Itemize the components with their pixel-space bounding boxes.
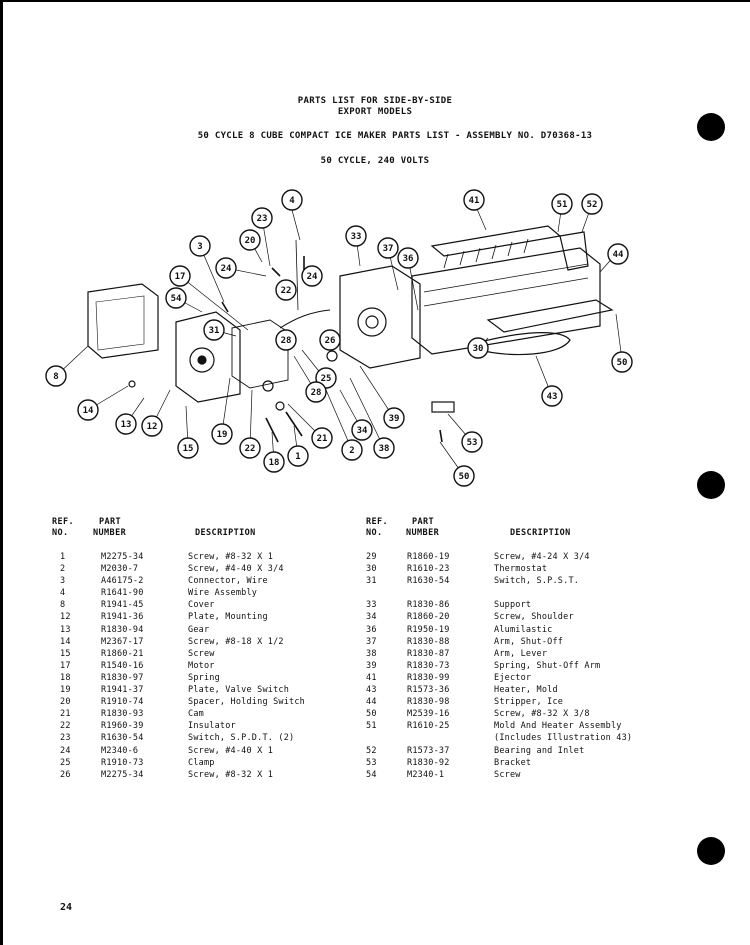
callout	[384, 408, 404, 428]
callout	[320, 330, 340, 350]
parts-table-row	[60, 769, 360, 781]
parts-table-row	[60, 757, 360, 769]
callout	[216, 258, 236, 278]
callout	[178, 438, 198, 458]
part-number: R1610-25	[407, 721, 450, 732]
ref-no: 34	[366, 612, 377, 623]
ref-no: 50	[366, 709, 377, 720]
svg-text:14: 14	[82, 406, 94, 416]
ref-no: 1	[60, 552, 66, 562]
part-number: R1860-19	[407, 552, 450, 562]
part-number: R1830-88	[407, 636, 450, 647]
parts-table-row	[366, 720, 686, 732]
ref-no-header-right: REF. NO.	[366, 517, 389, 538]
svg-text:51: 51	[556, 200, 568, 210]
part-number: R1630-54	[407, 576, 450, 587]
parts-table-row	[60, 551, 360, 563]
callout	[282, 190, 302, 210]
part-description: Arm, Shut-Off	[494, 636, 564, 647]
parts-table-row	[366, 660, 686, 672]
parts-table-row	[366, 636, 686, 648]
callout	[240, 438, 260, 458]
ref-no: 41	[366, 672, 377, 683]
callout	[116, 414, 136, 434]
part-number: R1860-21	[101, 648, 144, 659]
svg-text:24: 24	[220, 264, 232, 274]
part-description: Cover	[188, 600, 215, 611]
callout	[190, 236, 210, 256]
parts-table-row	[366, 708, 686, 720]
ref-no: 23	[60, 733, 71, 744]
callout	[46, 366, 66, 386]
parts-table-row	[60, 599, 360, 611]
svg-text:17: 17	[174, 272, 186, 282]
ref-no: 8	[60, 600, 66, 611]
ref-no: 33	[366, 600, 377, 611]
svg-text:44: 44	[612, 250, 624, 260]
ref-no: 39	[366, 660, 377, 671]
part-number: R1910-73	[101, 757, 144, 768]
parts-table-row	[60, 624, 360, 636]
scan-border-left	[0, 0, 3, 945]
parts-table-left	[60, 551, 360, 781]
ref-no: 29	[366, 552, 377, 562]
callout	[78, 400, 98, 420]
part-description: Support	[494, 600, 532, 611]
svg-text:28: 28	[280, 336, 292, 346]
part-number: R1941-36	[101, 612, 144, 623]
part-description: Screw, Shoulder	[494, 612, 574, 623]
ref-no: 17	[60, 660, 71, 671]
callout	[276, 280, 296, 300]
part-number-header: PART NUMBER	[93, 517, 127, 538]
page-title: PARTS LIST FOR SIDE-BY-SIDE	[297, 96, 453, 106]
svg-text:53: 53	[466, 438, 478, 448]
part-description: Screw, #4-24 X 3/4	[494, 552, 590, 562]
callout	[252, 208, 272, 228]
part-description: Gear	[188, 624, 210, 635]
ref-no: 54	[366, 769, 377, 780]
part-number: M2275-34	[101, 769, 144, 780]
parts-table-row	[366, 696, 686, 708]
binder-hole	[697, 471, 725, 499]
parts-table-row	[60, 745, 360, 757]
part-number: M2275-34	[101, 552, 144, 562]
svg-text:23: 23	[256, 214, 268, 224]
ref-no: 2	[60, 564, 66, 575]
scan-border-top	[0, 0, 750, 2]
ref-no: 15	[60, 648, 71, 659]
ref-no: 20	[60, 697, 71, 708]
page-number: 24	[60, 902, 73, 913]
callout	[276, 330, 296, 350]
part-number: M2340-6	[101, 745, 139, 756]
ref-no: 22	[60, 721, 71, 732]
svg-text:18: 18	[268, 458, 280, 468]
ref-no: 38	[366, 648, 377, 659]
part-description: Stripper, Ice	[494, 697, 564, 708]
ref-no: 30	[366, 564, 377, 575]
exploded-parts-diagram	[40, 180, 650, 500]
parts-table-row	[60, 575, 360, 587]
parts-table-right	[366, 551, 686, 781]
svg-text:24: 24	[306, 272, 318, 282]
callout	[378, 238, 398, 258]
part-number: M2539-16	[407, 709, 450, 720]
part-number: R1960-39	[101, 721, 144, 732]
part-description: Cam	[188, 709, 204, 720]
part-number: R1573-36	[407, 685, 450, 696]
part-description: Switch, S.P.S.T.	[494, 576, 580, 587]
parts-table-row	[60, 672, 360, 684]
svg-text:2: 2	[349, 446, 355, 456]
callout-labels	[46, 190, 632, 486]
parts-table-row	[366, 757, 686, 769]
parts-table-row	[60, 648, 360, 660]
ref-no: 51	[366, 721, 377, 732]
svg-text:25: 25	[320, 374, 332, 384]
voltage-label: 50 CYCLE, 240 VOLTS	[320, 156, 430, 166]
svg-text:3: 3	[197, 242, 203, 252]
svg-text:31: 31	[208, 326, 220, 336]
callout	[204, 320, 224, 340]
ref-no: 36	[366, 624, 377, 635]
svg-text:20: 20	[244, 236, 256, 246]
parts-table-row	[366, 587, 686, 599]
parts-table-row	[366, 732, 686, 744]
part-description: Wire Assembly	[188, 588, 258, 599]
callout	[142, 416, 162, 436]
ref-no: 3	[60, 576, 66, 587]
part-description: Thermostat	[494, 564, 548, 575]
parts-table-row	[366, 551, 686, 563]
svg-text:30: 30	[472, 344, 484, 354]
part-description: Bearing and Inlet	[494, 745, 585, 756]
callout	[306, 382, 326, 402]
callout	[302, 266, 322, 286]
ref-no: 19	[60, 685, 71, 696]
ref-no: 13	[60, 624, 71, 635]
ref-no: 12	[60, 612, 71, 623]
parts-table-row	[60, 720, 360, 732]
callout	[398, 248, 418, 268]
svg-text:41: 41	[468, 196, 480, 206]
callout	[462, 432, 482, 452]
parts-table-row	[366, 672, 686, 684]
callout	[342, 440, 362, 460]
svg-text:52: 52	[586, 200, 598, 210]
parts-table-row	[60, 587, 360, 599]
svg-text:15: 15	[182, 444, 194, 454]
callout	[464, 190, 484, 210]
part-description: Screw	[494, 769, 521, 780]
part-description: Screw, #8-32 X 3/8	[494, 709, 590, 720]
callout	[346, 226, 366, 246]
parts-table-row	[366, 684, 686, 696]
ref-no: 26	[60, 769, 71, 780]
part-description: Bracket	[494, 757, 532, 768]
svg-text:37: 37	[382, 244, 394, 254]
parts-table-row	[60, 696, 360, 708]
parts-table-row	[60, 660, 360, 672]
part-description: Alumilastic	[494, 624, 553, 635]
ref-no: 18	[60, 672, 71, 683]
svg-text:36: 36	[402, 254, 414, 264]
callout	[170, 266, 190, 286]
part-number: R1950-19	[407, 624, 450, 635]
parts-table-row	[60, 611, 360, 623]
ref-no: 53	[366, 757, 377, 768]
part-description: Arm, Lever	[494, 648, 548, 659]
svg-text:54: 54	[170, 294, 182, 304]
svg-text:26: 26	[324, 336, 336, 346]
part-description: Screw	[188, 648, 215, 659]
svg-text:50: 50	[458, 472, 470, 482]
part-description: Screw, #8-32 X 1	[188, 769, 274, 780]
part-description: Connector, Wire	[188, 576, 268, 587]
callout	[212, 424, 232, 444]
ref-no-header: REF. NO.	[52, 517, 75, 538]
ejector-part	[432, 226, 560, 256]
part-description: Clamp	[188, 757, 215, 768]
callout	[240, 230, 260, 250]
part-description: Spacer, Holding Switch	[188, 697, 305, 708]
parts-table-row	[366, 611, 686, 623]
parts-table-row	[366, 599, 686, 611]
assembly-subtitle: 50 CYCLE 8 CUBE COMPACT ICE MAKER PARTS LIST - ASSEMBLY NO. D70368-13	[197, 131, 593, 141]
svg-text:13: 13	[120, 420, 132, 430]
part-description: Plate, Valve Switch	[188, 685, 290, 696]
part-number: R1860-20	[407, 612, 450, 623]
callout	[352, 420, 372, 440]
part-number: R1830-94	[101, 624, 144, 635]
svg-text:1: 1	[295, 452, 301, 462]
svg-text:50: 50	[616, 358, 628, 368]
part-description: Motor	[188, 660, 215, 671]
part-description: Mold And Heater Assembly	[494, 721, 622, 732]
parts-table-row	[366, 769, 686, 781]
part-number: R1610-23	[407, 564, 450, 575]
part-number: A46175-2	[101, 576, 144, 587]
mold-part	[412, 248, 600, 354]
part-number: R1830-73	[407, 660, 450, 671]
part-number: R1830-93	[101, 709, 144, 720]
part-number: R1830-98	[407, 697, 450, 708]
svg-text:28: 28	[310, 388, 322, 398]
part-number-header-right: PART NUMBER	[406, 517, 440, 538]
part-number: R1830-97	[101, 672, 144, 683]
ref-no: 44	[366, 697, 377, 708]
part-number: R1941-37	[101, 685, 144, 696]
svg-text:39: 39	[388, 414, 400, 424]
part-number: R1641-90	[101, 588, 144, 599]
svg-text:34: 34	[356, 426, 368, 436]
svg-text:22: 22	[280, 286, 292, 296]
ref-no: 31	[366, 576, 377, 587]
ref-no: 52	[366, 745, 377, 756]
ref-no: 4	[60, 588, 66, 599]
part-number: R1830-92	[407, 757, 450, 768]
ref-no: 25	[60, 757, 71, 768]
callout	[264, 452, 284, 472]
part-number: R1540-16	[101, 660, 144, 671]
part-number: M2367-17	[101, 636, 144, 647]
ref-no: 37	[366, 636, 377, 647]
part-number: R1830-86	[407, 600, 450, 611]
part-description: Ejector	[494, 672, 532, 683]
ref-no: 14	[60, 636, 71, 647]
svg-text:22: 22	[244, 444, 256, 454]
part-number: R1830-87	[407, 648, 450, 659]
parts-table-row	[60, 636, 360, 648]
callout	[552, 194, 572, 214]
callout	[468, 338, 488, 358]
bracket-53-part	[432, 402, 454, 412]
part-description: (Includes Illustration 43)	[494, 733, 633, 744]
part-number: R1830-99	[407, 672, 450, 683]
support-part	[340, 266, 420, 368]
callout	[374, 438, 394, 458]
callout	[166, 288, 186, 308]
parts-table-row	[366, 624, 686, 636]
page-title-line2: EXPORT MODELS	[337, 107, 413, 117]
part-description: Insulator	[188, 721, 236, 732]
parts-table-row	[60, 684, 360, 696]
part-description: Heater, Mold	[494, 685, 558, 696]
part-description: Screw, #4-40 X 1	[188, 745, 274, 756]
part-description: Spring	[188, 672, 220, 683]
svg-text:4: 4	[289, 196, 295, 206]
part-number: R1910-74	[101, 697, 144, 708]
part-number: M2030-7	[101, 564, 139, 575]
svg-text:12: 12	[146, 422, 158, 432]
part-description: Screw, #4-40 X 3/4	[188, 564, 284, 575]
svg-text:43: 43	[546, 392, 558, 402]
part-number: R1941-45	[101, 600, 144, 611]
part-description: Switch, S.P.D.T. (2)	[188, 733, 295, 744]
ref-no: 24	[60, 745, 71, 756]
part-description: Plate, Mounting	[188, 612, 268, 623]
callout	[288, 446, 308, 466]
parts-table-row	[366, 745, 686, 757]
parts-table-row	[366, 575, 686, 587]
svg-text:19: 19	[216, 430, 228, 440]
part-description: Screw, #8-32 X 1	[188, 552, 274, 562]
part-description: Screw, #8-18 X 1/2	[188, 636, 284, 647]
part-number: R1630-54	[101, 733, 144, 744]
part-number: M2340-1	[407, 769, 445, 780]
callout	[454, 466, 474, 486]
ref-no: 21	[60, 709, 71, 720]
svg-text:8: 8	[53, 372, 59, 382]
parts-table-row	[366, 648, 686, 660]
callout	[312, 428, 332, 448]
binder-hole	[697, 837, 725, 865]
callout	[542, 386, 562, 406]
part-description: Spring, Shut-Off Arm	[494, 660, 601, 671]
svg-text:21: 21	[316, 434, 328, 444]
description-header: DESCRIPTION	[195, 528, 256, 538]
part-number: R1573-37	[407, 745, 450, 756]
svg-text:33: 33	[350, 232, 362, 242]
parts-table-row	[366, 563, 686, 575]
description-header-right: DESCRIPTION	[510, 528, 571, 538]
callout	[612, 352, 632, 372]
callout	[608, 244, 628, 264]
parts-table-row	[60, 732, 360, 744]
svg-text:38: 38	[378, 444, 390, 454]
ref-no: 43	[366, 685, 377, 696]
parts-table-row	[60, 708, 360, 720]
callout	[582, 194, 602, 214]
parts-table-row	[60, 563, 360, 575]
